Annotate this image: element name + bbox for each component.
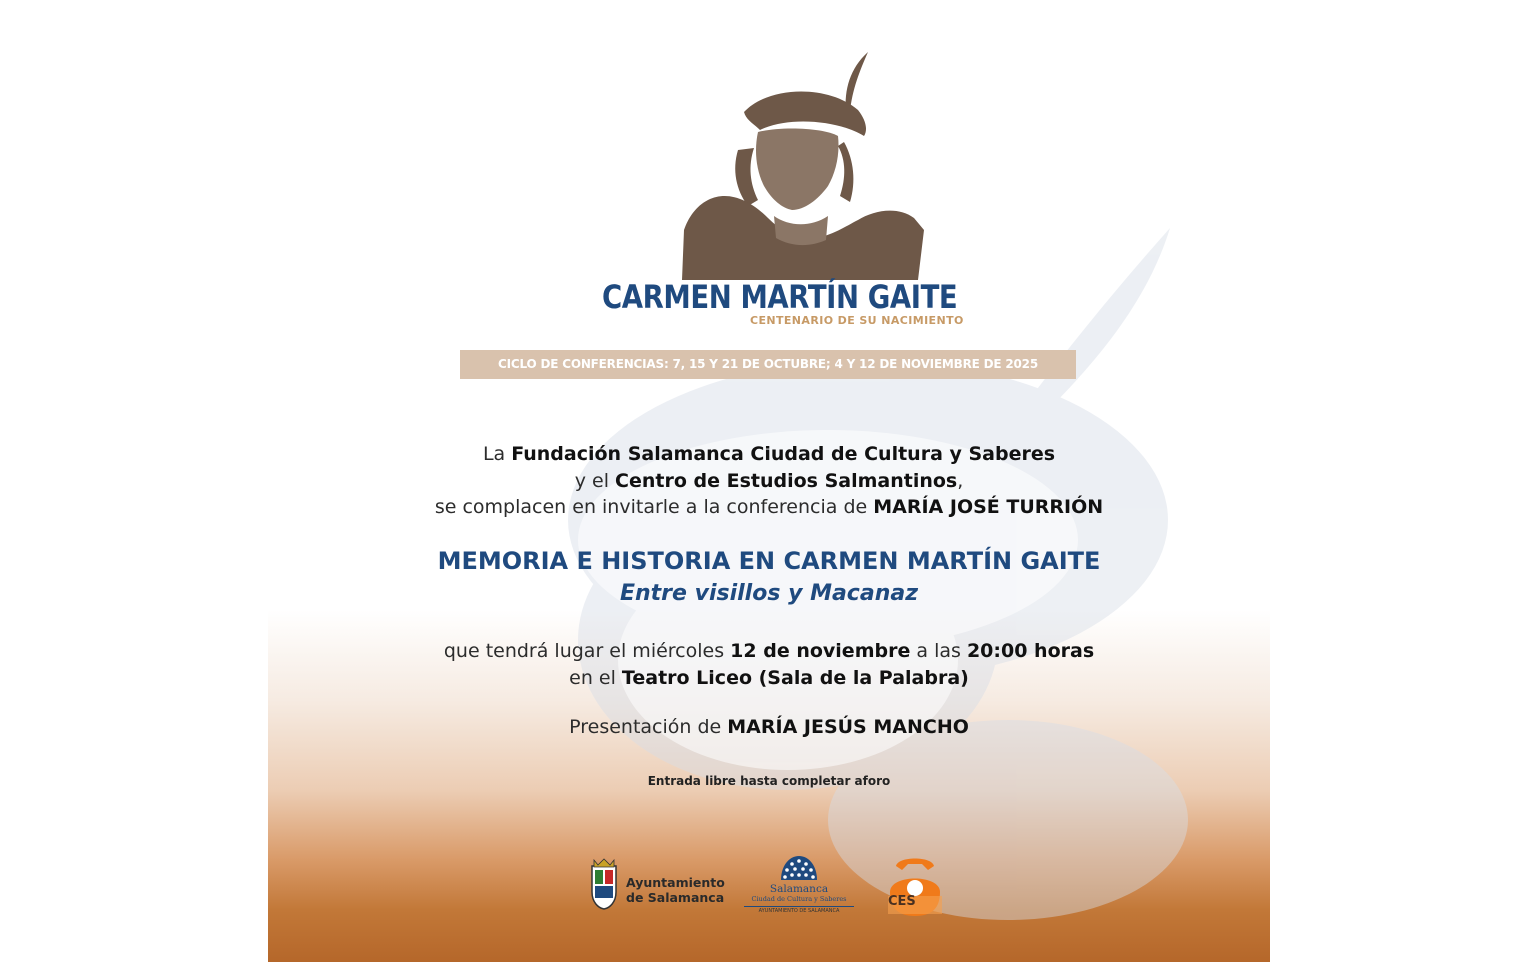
speaker-name: MARÍA JOSÉ TURRIÓN [873,496,1104,518]
invitation-poster [268,0,1270,962]
event-time: 20:00 horas [966,640,1095,662]
portrait-illustration [678,50,928,280]
fundacion-org: AYUNTAMIENTO DE SALAMANCA [744,906,854,915]
entry-note: Entrada libre hasta completar aforo [647,774,891,788]
event-details [268,638,1270,691]
ces-label: CES [888,894,916,909]
fundacion-salamanca-logo [744,854,854,918]
fundacion-tagline: Ciudad de Cultura y Saberes [751,895,847,903]
organizer-foundation: Fundación Salamanca Ciudad de Cultura y Saberes [511,443,1056,465]
conference-cycle-band: CICLO DE CONFERENCIAS: 7, 15 Y 21 DE OCTUBRE; 4 Y 12 DE NOVIEMBRE DE 2025 [460,350,1076,379]
talk-title: MEMORIA E HISTORIA EN CARMEN MARTÍN GAITE [437,547,1101,575]
organizer-ces: Centro de Estudios Salmantinos [615,469,958,492]
ayuntamiento-name: Ayuntamiento de Salamanca [626,875,725,905]
ayuntamiento-logo [586,858,725,914]
event-date: 12 de noviembre [730,640,911,662]
event-venue: Teatro Liceo (Sala de la Palabra) [621,666,969,689]
talk-subtitle: Entre visillos y Macanaz [619,581,919,606]
event-date-line: que tendrá lugar el miércoles 12 de noviembre a las 20:00 horas [443,640,1095,662]
logo-title: CARMEN MARTÍN GAITE [602,278,958,316]
quill-icon [846,52,868,112]
invitation-intro [268,441,1270,521]
shield-icon [586,858,622,910]
logo-subtitle: CENTENARIO DE SU NACIMIENTO [750,314,964,327]
intro-line-3: se complacen en invitarle a la conferencia de MARÍA JOSÉ TURRIÓN [434,496,1104,518]
intro-line-1: La Fundación Salamanca Ciudad de Cultura y Saberes [482,443,1056,465]
presenter-name: MARÍA JESÚS MANCHO [727,716,969,738]
ces-logo [884,852,954,920]
stars-circle-icon [779,854,819,882]
presenter-line: Presentación de MARÍA JESÚS MANCHO [569,716,969,738]
event-venue-line: en el Teatro Liceo (Sala de la Palabra) [569,666,969,689]
intro-line-2: y el Centro de Estudios Salmantinos, [574,469,964,492]
fundacion-name: Salamanca [769,883,829,895]
